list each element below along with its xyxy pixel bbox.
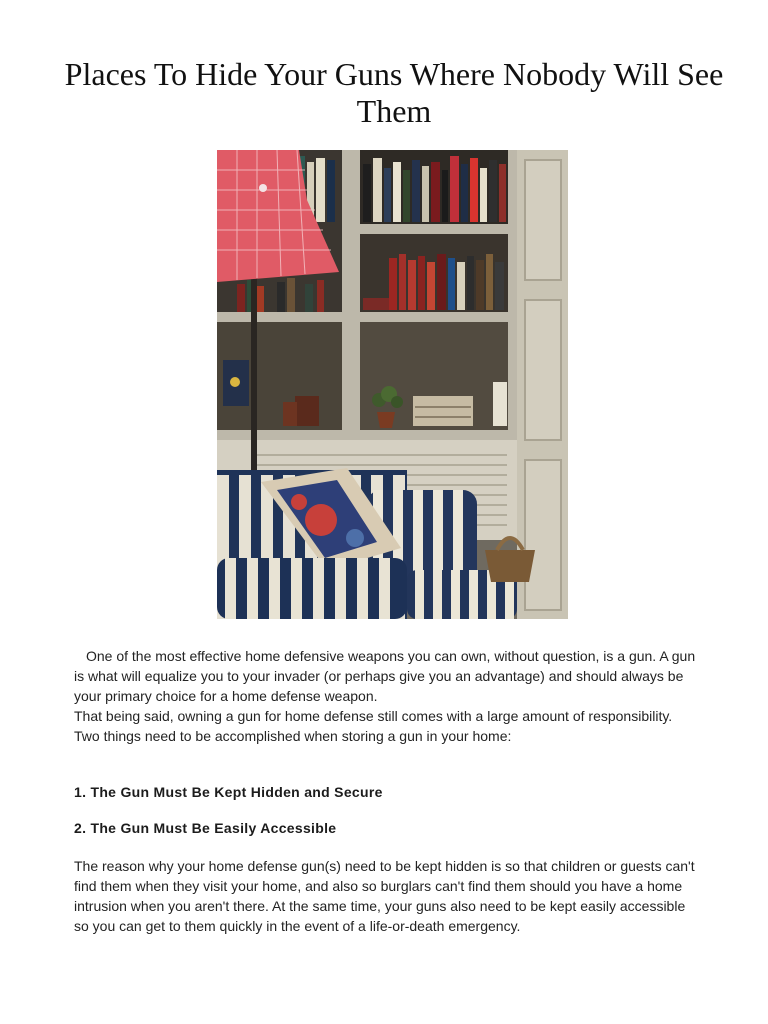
closing-paragraph: The reason why your home defense gun(s) need to be kept hidden is so that children or guests can't find them when they visit your home, and also so burglars can't find them should you have a home intrusion when you aren't there. At the same time, your guns also need to be kept easily accessible so you can get to them quickly in the event of a life-or-death emergency. [74, 858, 695, 934]
page-title: Places To Hide Your Guns Where Nobody Will See Them [64, 56, 724, 129]
intro-text-1: One of the most effective home defensive weapons you can own, without question, is a gun. A gun is what will equalize you to your invader (or perhaps give you an advantage) and should always be your primary choice for a home defense weapon. [74, 648, 696, 704]
bookshelf-photo [217, 150, 568, 619]
section-heading-2: 2. The Gun Must Be Easily Accessible [74, 820, 337, 836]
intro-text-2: That being said, owning a gun for home defense still comes with a large amount of responsibility. Two things need to be accomplished when storing a gun in your home: [74, 708, 673, 744]
section-heading-1: 1. The Gun Must Be Kept Hidden and Secure [74, 784, 383, 800]
intro-paragraph [74, 646, 698, 746]
